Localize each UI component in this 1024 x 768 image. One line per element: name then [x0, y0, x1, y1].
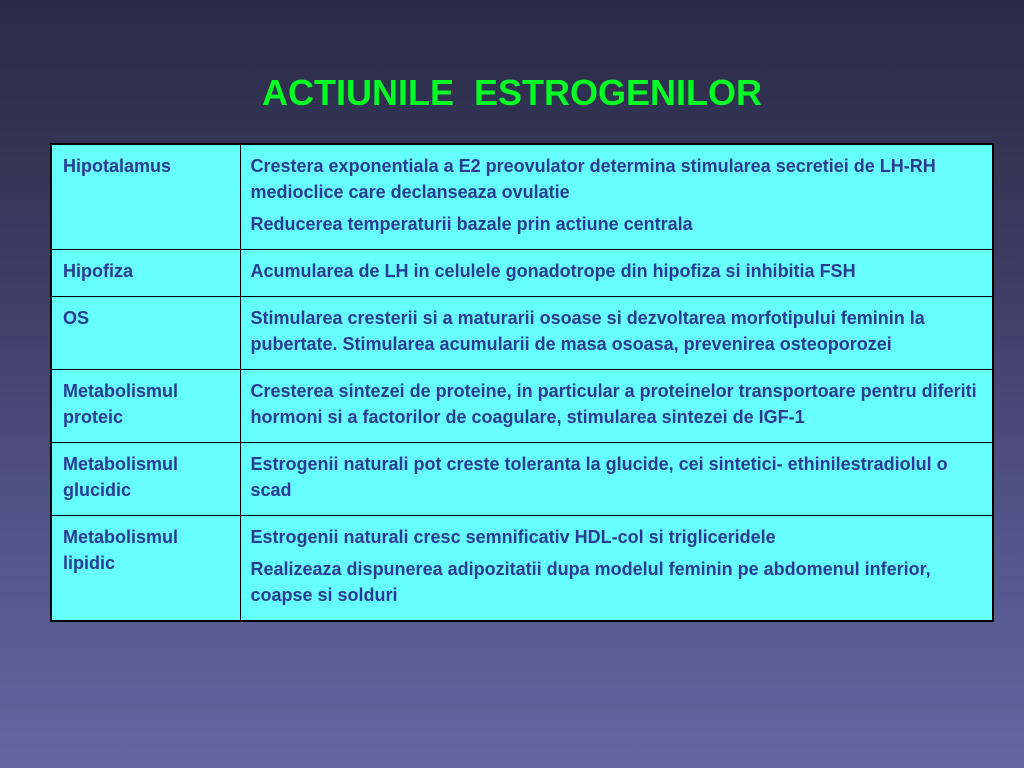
organ-cell: Metabolismul proteic [51, 370, 240, 443]
organ-cell: Metabolismul lipidic [51, 516, 240, 622]
effects-cell [240, 250, 993, 297]
table-row [51, 443, 993, 516]
effect-text: Estrogenii naturali cresc semnificativ HDL-col si trigliceridele [250, 527, 776, 547]
effects-cell [240, 297, 993, 370]
effects-cell [240, 370, 993, 443]
table-row [51, 370, 993, 443]
effect-text: Estrogenii naturali pot creste toleranta la glucide, cei sintetici- ethinilestradiolul o scad [250, 454, 948, 500]
table-container [50, 143, 992, 622]
estrogen-actions-table [50, 143, 994, 622]
effect-text: Reducerea temperaturii bazale prin actiune centrala [250, 214, 693, 234]
effect-text: Cresterea sintezei de proteine, in particular a proteinelor transportoare pentru diferiti hormoni si a factorilor de coagulare, stimularea sintezei de IGF-1 [250, 381, 977, 427]
effects-cell [240, 516, 993, 622]
table-row [51, 297, 993, 370]
organ-cell: Hipofiza [51, 250, 240, 297]
effect-text: Acumularea de LH in celulele gonadotrope din hipofiza si inhibitia FSH [250, 261, 856, 281]
effect-text: Crestera exponentiala a E2 preovulator determina stimularea secretiei de LH-RH medioclice care declanseaza ovulatie [250, 156, 936, 202]
organ-cell: Hipotalamus [51, 144, 240, 250]
table-row [51, 250, 993, 297]
effects-cell [240, 443, 993, 516]
effect-text: Realizeaza dispunerea adipozitatii dupa modelul feminin pe abdomenul inferior, coapse si solduri [250, 559, 931, 605]
table-row [51, 144, 993, 250]
table-row [51, 516, 993, 622]
slide-title: ACTIUNILE ESTROGENILOR [261, 72, 762, 113]
organ-cell: OS [51, 297, 240, 370]
organ-cell: Metabolismul glucidic [51, 443, 240, 516]
effect-text: Stimularea cresterii si a maturarii osoase si dezvoltarea morfotipului feminin la pubertate. Stimularea acumularii de masa osoasa, prevenirea osteoporozei [250, 308, 925, 354]
effects-cell [240, 144, 993, 250]
